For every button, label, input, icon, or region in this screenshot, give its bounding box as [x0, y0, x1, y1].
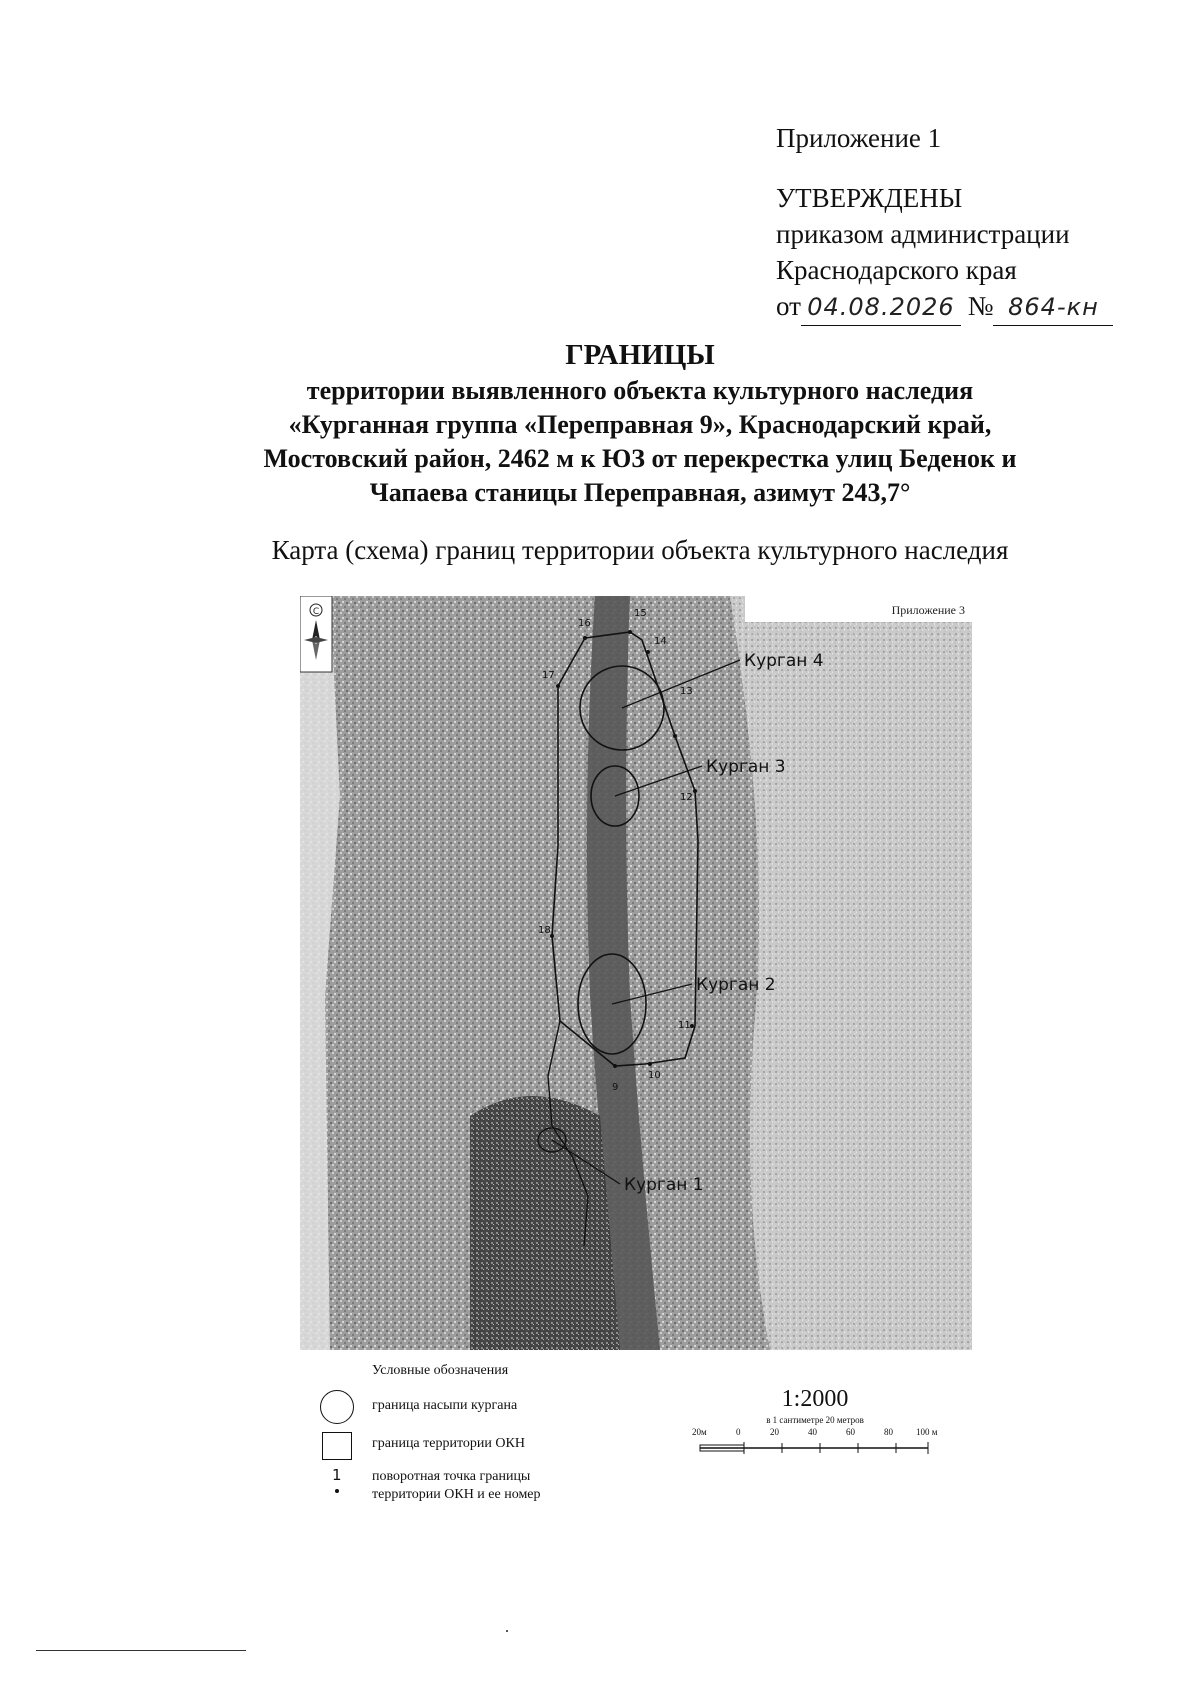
scale-tick: 100 м [916, 1427, 938, 1437]
point-label-17: 17 [542, 670, 555, 681]
scale-tick: 20 [770, 1427, 779, 1437]
order-date-number [776, 288, 1113, 326]
scale-block [690, 1386, 940, 1460]
title-line-1: территории выявленного объекта культурного наследия [306, 376, 974, 405]
turning-point [673, 734, 677, 738]
legend-title: Условные обозначения [372, 1363, 509, 1378]
legend-territory-symbol [322, 1432, 352, 1460]
kurgan-2-label: Курган 2 [696, 975, 776, 995]
legend-mound-symbol [320, 1390, 354, 1424]
scale-tick: 40 [808, 1427, 817, 1437]
turning-point [613, 1064, 617, 1068]
boundary-map [300, 596, 972, 1350]
legend-territory-label: граница территории ОКН [372, 1436, 525, 1451]
point-label-18: 18 [538, 925, 551, 936]
title-line-4: Чапаева станицы Переправная, азимут 243,7° [369, 478, 911, 507]
legend-mound-label: граница насыпи кургана [372, 1398, 518, 1413]
turning-point [556, 684, 560, 688]
kurgan-1-label: Курган 1 [624, 1175, 704, 1195]
from-prefix: от [776, 291, 801, 321]
scale-tick: 20м [692, 1427, 707, 1437]
scale-tick-labels [690, 1425, 940, 1441]
point-label-15: 15 [634, 608, 647, 619]
turning-point [693, 789, 697, 793]
approved-label: УТВЕРЖДЕНЫ [776, 183, 963, 213]
scale-ratio: 1:2000 [781, 1386, 849, 1412]
scale-tick: 60 [846, 1427, 855, 1437]
kurgan-3-label: Курган 3 [706, 757, 786, 777]
turning-point [646, 650, 650, 654]
point-label-16: 16 [578, 618, 591, 629]
footer-rule [36, 1650, 246, 1651]
appendix-label: Приложение 1 [776, 123, 942, 153]
point-label-14: 14 [654, 636, 667, 647]
scale-bar [690, 1441, 940, 1455]
legend-point-label-line-2: территории ОКН и ее номер [372, 1487, 541, 1502]
scale-tick: 80 [884, 1427, 893, 1437]
legend-point-symbol [335, 1489, 339, 1493]
number-prefix: № [967, 291, 994, 321]
point-label-11: 11 [678, 1020, 691, 1031]
legend-point-label-line-1: поворотная точка границы [372, 1469, 531, 1484]
point-label-13: 13 [680, 686, 693, 697]
title-line-2: «Курганная группа «Переправная 9», Краснодарский край, [288, 410, 992, 439]
document-title [140, 338, 1140, 510]
turning-point [648, 1062, 652, 1066]
compass-north-letter: С [312, 607, 320, 617]
approval-block [776, 120, 1113, 326]
map-subtitle: Карта (схема) границ территории объекта культурного наследия [271, 535, 1009, 565]
point-label-12: 12 [680, 792, 693, 803]
turning-point [583, 636, 587, 640]
stray-dot [506, 1630, 508, 1632]
point-label-10: 10 [648, 1070, 661, 1081]
by-order-label: приказом администрации [776, 219, 1070, 249]
turning-point [628, 630, 632, 634]
title-line-3: Мостовский район, 2462 м к ЮЗ от перекрестка улиц Беденок и [263, 444, 1017, 473]
map-appendix-label: Приложение 3 [891, 603, 965, 617]
title-main: ГРАНИЦЫ [565, 339, 715, 371]
legend-point-number: 1 [332, 1466, 342, 1484]
region-label: Краснодарского края [776, 255, 1017, 285]
handwritten-number: 864-кн [993, 289, 1113, 326]
point-label-9: 9 [612, 1082, 619, 1093]
scale-tick: 0 [736, 1427, 741, 1437]
scale-note: в 1 сантиметре 20 метров [766, 1415, 864, 1425]
handwritten-date: 04.08.2026 [801, 289, 961, 326]
kurgan-4-label: Курган 4 [744, 651, 824, 671]
legend-point-label [372, 1468, 541, 1504]
